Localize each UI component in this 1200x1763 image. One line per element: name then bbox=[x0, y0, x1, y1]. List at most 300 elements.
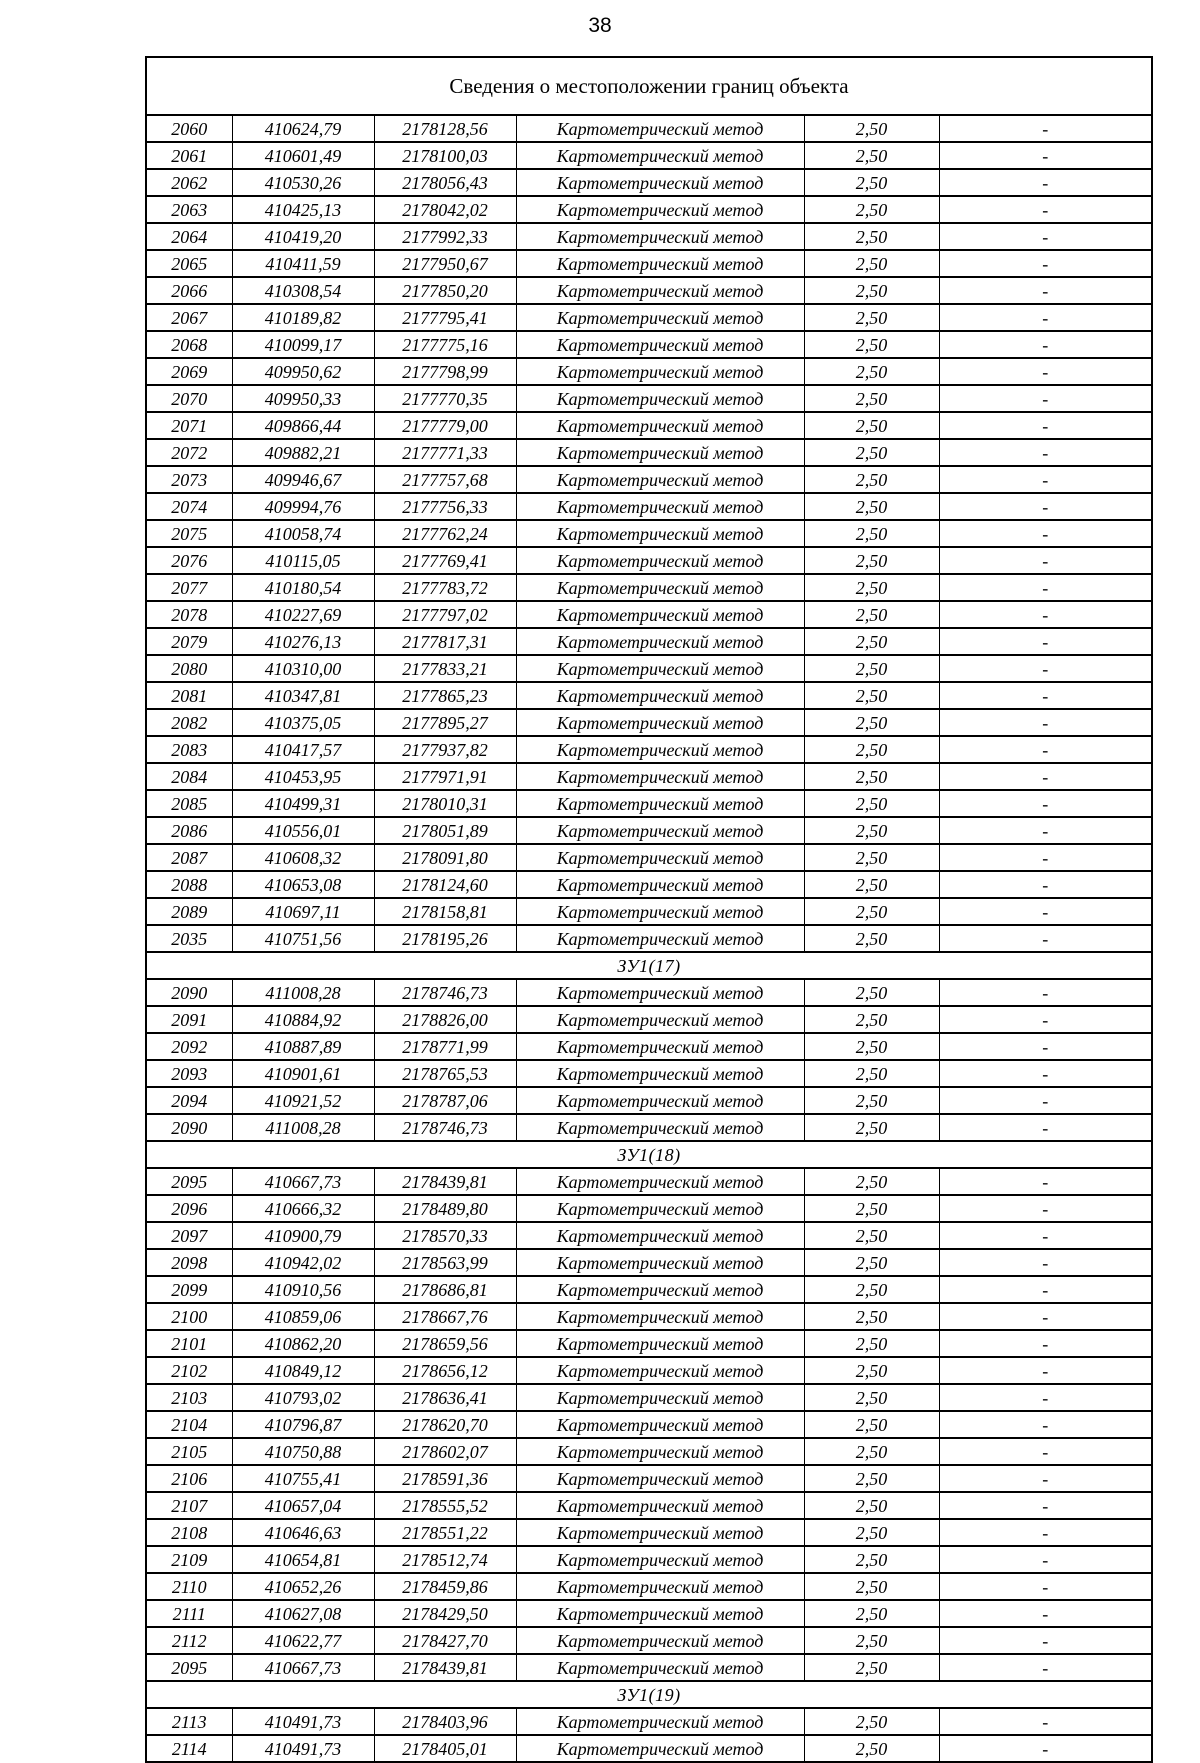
table-row bbox=[147, 493, 1151, 520]
point-number-cell: 2073 bbox=[147, 466, 232, 493]
method-cell: Картометрический метод bbox=[516, 574, 804, 601]
y-coordinate-cell: 2178429,50 bbox=[374, 1600, 516, 1627]
table-row bbox=[147, 1519, 1151, 1546]
point-number-cell: 2090 bbox=[147, 979, 232, 1006]
accuracy-cell: 2,50 bbox=[804, 1708, 939, 1735]
table-row bbox=[147, 736, 1151, 763]
accuracy-cell: 2,50 bbox=[804, 1060, 939, 1087]
point-number-cell: 2072 bbox=[147, 439, 232, 466]
accuracy-cell: 2,50 bbox=[804, 898, 939, 925]
point-number-cell: 2104 bbox=[147, 1411, 232, 1438]
note-cell: - bbox=[939, 1627, 1151, 1654]
accuracy-cell: 2,50 bbox=[804, 1303, 939, 1330]
accuracy-cell: 2,50 bbox=[804, 1573, 939, 1600]
x-coordinate-cell: 411008,28 bbox=[232, 1114, 374, 1141]
method-cell: Картометрический метод bbox=[516, 1222, 804, 1249]
accuracy-cell: 2,50 bbox=[804, 682, 939, 709]
note-cell: - bbox=[939, 385, 1151, 412]
y-coordinate-cell: 2178656,12 bbox=[374, 1357, 516, 1384]
note-cell: - bbox=[939, 1519, 1151, 1546]
point-number-cell: 2081 bbox=[147, 682, 232, 709]
note-cell: - bbox=[939, 1195, 1151, 1222]
table-row bbox=[147, 385, 1151, 412]
point-number-cell: 2094 bbox=[147, 1087, 232, 1114]
accuracy-cell: 2,50 bbox=[804, 1438, 939, 1465]
method-cell: Картометрический метод bbox=[516, 142, 804, 169]
y-coordinate-cell: 2178195,26 bbox=[374, 925, 516, 952]
method-cell: Картометрический метод bbox=[516, 304, 804, 331]
point-number-cell: 2065 bbox=[147, 250, 232, 277]
section-row bbox=[147, 1681, 1151, 1708]
method-cell: Картометрический метод bbox=[516, 169, 804, 196]
note-cell: - bbox=[939, 520, 1151, 547]
table-row bbox=[147, 196, 1151, 223]
accuracy-cell: 2,50 bbox=[804, 169, 939, 196]
method-cell: Картометрический метод bbox=[516, 547, 804, 574]
table-row bbox=[147, 142, 1151, 169]
method-cell: Картометрический метод bbox=[516, 493, 804, 520]
y-coordinate-cell: 2178686,81 bbox=[374, 1276, 516, 1303]
method-cell: Картометрический метод bbox=[516, 628, 804, 655]
note-cell: - bbox=[939, 844, 1151, 871]
point-number-cell: 2102 bbox=[147, 1357, 232, 1384]
y-coordinate-cell: 2178555,52 bbox=[374, 1492, 516, 1519]
x-coordinate-cell: 410417,57 bbox=[232, 736, 374, 763]
point-number-cell: 2111 bbox=[147, 1600, 232, 1627]
point-number-cell: 2069 bbox=[147, 358, 232, 385]
accuracy-cell: 2,50 bbox=[804, 116, 939, 142]
method-cell: Картометрический метод bbox=[516, 250, 804, 277]
x-coordinate-cell: 410884,92 bbox=[232, 1006, 374, 1033]
note-cell: - bbox=[939, 709, 1151, 736]
point-number-cell: 2095 bbox=[147, 1168, 232, 1195]
section-label: ЗУ1(19) bbox=[147, 1681, 1151, 1708]
accuracy-cell: 2,50 bbox=[804, 1330, 939, 1357]
note-cell: - bbox=[939, 412, 1151, 439]
method-cell: Картометрический метод bbox=[516, 871, 804, 898]
accuracy-cell: 2,50 bbox=[804, 142, 939, 169]
x-coordinate-cell: 410646,63 bbox=[232, 1519, 374, 1546]
point-number-cell: 2109 bbox=[147, 1546, 232, 1573]
accuracy-cell: 2,50 bbox=[804, 331, 939, 358]
note-cell: - bbox=[939, 223, 1151, 250]
table-row bbox=[147, 844, 1151, 871]
note-cell: - bbox=[939, 277, 1151, 304]
point-number-cell: 2096 bbox=[147, 1195, 232, 1222]
method-cell: Картометрический метод bbox=[516, 1600, 804, 1627]
accuracy-cell: 2,50 bbox=[804, 1168, 939, 1195]
point-number-cell: 2063 bbox=[147, 196, 232, 223]
note-cell: - bbox=[939, 925, 1151, 952]
point-number-cell: 2075 bbox=[147, 520, 232, 547]
table-row bbox=[147, 1492, 1151, 1519]
method-cell: Картометрический метод bbox=[516, 1627, 804, 1654]
point-number-cell: 2099 bbox=[147, 1276, 232, 1303]
y-coordinate-cell: 2178158,81 bbox=[374, 898, 516, 925]
note-cell: - bbox=[939, 1654, 1151, 1681]
method-cell: Картометрический метод bbox=[516, 682, 804, 709]
y-coordinate-cell: 2178051,89 bbox=[374, 817, 516, 844]
note-cell: - bbox=[939, 1546, 1151, 1573]
accuracy-cell: 2,50 bbox=[804, 1006, 939, 1033]
note-cell: - bbox=[939, 1060, 1151, 1087]
point-number-cell: 2087 bbox=[147, 844, 232, 871]
accuracy-cell: 2,50 bbox=[804, 385, 939, 412]
x-coordinate-cell: 410942,02 bbox=[232, 1249, 374, 1276]
y-coordinate-cell: 2178100,03 bbox=[374, 142, 516, 169]
table-row bbox=[147, 520, 1151, 547]
note-cell: - bbox=[939, 466, 1151, 493]
method-cell: Картометрический метод bbox=[516, 1735, 804, 1761]
method-cell: Картометрический метод bbox=[516, 817, 804, 844]
boundary-points-table bbox=[147, 116, 1151, 1761]
table-row bbox=[147, 1573, 1151, 1600]
note-cell: - bbox=[939, 1006, 1151, 1033]
x-coordinate-cell: 410347,81 bbox=[232, 682, 374, 709]
accuracy-cell: 2,50 bbox=[804, 763, 939, 790]
accuracy-cell: 2,50 bbox=[804, 601, 939, 628]
note-cell: - bbox=[939, 1249, 1151, 1276]
x-coordinate-cell: 410556,01 bbox=[232, 817, 374, 844]
method-cell: Картометрический метод bbox=[516, 1465, 804, 1492]
x-coordinate-cell: 411008,28 bbox=[232, 979, 374, 1006]
table-row bbox=[147, 547, 1151, 574]
note-cell: - bbox=[939, 898, 1151, 925]
table-row bbox=[147, 979, 1151, 1006]
y-coordinate-cell: 2178636,41 bbox=[374, 1384, 516, 1411]
method-cell: Картометрический метод bbox=[516, 1411, 804, 1438]
method-cell: Картометрический метод bbox=[516, 196, 804, 223]
method-cell: Картометрический метод bbox=[516, 1006, 804, 1033]
method-cell: Картометрический метод bbox=[516, 655, 804, 682]
table-row bbox=[147, 1438, 1151, 1465]
x-coordinate-cell: 410499,31 bbox=[232, 790, 374, 817]
table-row bbox=[147, 1654, 1151, 1681]
point-number-cell: 2078 bbox=[147, 601, 232, 628]
y-coordinate-cell: 2178771,99 bbox=[374, 1033, 516, 1060]
x-coordinate-cell: 410453,95 bbox=[232, 763, 374, 790]
point-number-cell: 2098 bbox=[147, 1249, 232, 1276]
x-coordinate-cell: 410189,82 bbox=[232, 304, 374, 331]
accuracy-cell: 2,50 bbox=[804, 871, 939, 898]
y-coordinate-cell: 2178459,86 bbox=[374, 1573, 516, 1600]
point-number-cell: 2112 bbox=[147, 1627, 232, 1654]
point-number-cell: 2095 bbox=[147, 1654, 232, 1681]
table-row bbox=[147, 1114, 1151, 1141]
y-coordinate-cell: 2177817,31 bbox=[374, 628, 516, 655]
x-coordinate-cell: 410755,41 bbox=[232, 1465, 374, 1492]
x-coordinate-cell: 410657,04 bbox=[232, 1492, 374, 1519]
table-row bbox=[147, 1330, 1151, 1357]
x-coordinate-cell: 409950,33 bbox=[232, 385, 374, 412]
point-number-cell: 2079 bbox=[147, 628, 232, 655]
note-cell: - bbox=[939, 1438, 1151, 1465]
y-coordinate-cell: 2178551,22 bbox=[374, 1519, 516, 1546]
accuracy-cell: 2,50 bbox=[804, 520, 939, 547]
x-coordinate-cell: 410601,49 bbox=[232, 142, 374, 169]
x-coordinate-cell: 410227,69 bbox=[232, 601, 374, 628]
section-row bbox=[147, 1141, 1151, 1168]
table-row bbox=[147, 628, 1151, 655]
method-cell: Картометрический метод bbox=[516, 1087, 804, 1114]
table-row bbox=[147, 1600, 1151, 1627]
note-cell: - bbox=[939, 1600, 1151, 1627]
point-number-cell: 2093 bbox=[147, 1060, 232, 1087]
method-cell: Картометрический метод bbox=[516, 790, 804, 817]
table-row bbox=[147, 1168, 1151, 1195]
method-cell: Картометрический метод bbox=[516, 520, 804, 547]
accuracy-cell: 2,50 bbox=[804, 1411, 939, 1438]
method-cell: Картометрический метод bbox=[516, 1438, 804, 1465]
table-row bbox=[147, 1384, 1151, 1411]
point-number-cell: 2077 bbox=[147, 574, 232, 601]
method-cell: Картометрический метод bbox=[516, 116, 804, 142]
point-number-cell: 2085 bbox=[147, 790, 232, 817]
y-coordinate-cell: 2177833,21 bbox=[374, 655, 516, 682]
x-coordinate-cell: 410375,05 bbox=[232, 709, 374, 736]
method-cell: Картометрический метод bbox=[516, 1492, 804, 1519]
y-coordinate-cell: 2177950,67 bbox=[374, 250, 516, 277]
accuracy-cell: 2,50 bbox=[804, 790, 939, 817]
y-coordinate-cell: 2177756,33 bbox=[374, 493, 516, 520]
y-coordinate-cell: 2178124,60 bbox=[374, 871, 516, 898]
accuracy-cell: 2,50 bbox=[804, 1600, 939, 1627]
y-coordinate-cell: 2178489,80 bbox=[374, 1195, 516, 1222]
y-coordinate-cell: 2177762,24 bbox=[374, 520, 516, 547]
y-coordinate-cell: 2177992,33 bbox=[374, 223, 516, 250]
accuracy-cell: 2,50 bbox=[804, 1735, 939, 1761]
accuracy-cell: 2,50 bbox=[804, 250, 939, 277]
table-row bbox=[147, 790, 1151, 817]
accuracy-cell: 2,50 bbox=[804, 1249, 939, 1276]
x-coordinate-cell: 410654,81 bbox=[232, 1546, 374, 1573]
method-cell: Картометрический метод bbox=[516, 1168, 804, 1195]
method-cell: Картометрический метод bbox=[516, 979, 804, 1006]
accuracy-cell: 2,50 bbox=[804, 1195, 939, 1222]
note-cell: - bbox=[939, 142, 1151, 169]
accuracy-cell: 2,50 bbox=[804, 1627, 939, 1654]
note-cell: - bbox=[939, 331, 1151, 358]
table-row bbox=[147, 763, 1151, 790]
y-coordinate-cell: 2178620,70 bbox=[374, 1411, 516, 1438]
note-cell: - bbox=[939, 1492, 1151, 1519]
method-cell: Картометрический метод bbox=[516, 898, 804, 925]
note-cell: - bbox=[939, 493, 1151, 520]
note-cell: - bbox=[939, 1303, 1151, 1330]
x-coordinate-cell: 410901,61 bbox=[232, 1060, 374, 1087]
x-coordinate-cell: 410887,89 bbox=[232, 1033, 374, 1060]
x-coordinate-cell: 410910,56 bbox=[232, 1276, 374, 1303]
x-coordinate-cell: 410099,17 bbox=[232, 331, 374, 358]
accuracy-cell: 2,50 bbox=[804, 1384, 939, 1411]
accuracy-cell: 2,50 bbox=[804, 1222, 939, 1249]
point-number-cell: 2106 bbox=[147, 1465, 232, 1492]
point-number-cell: 2076 bbox=[147, 547, 232, 574]
table-row bbox=[147, 871, 1151, 898]
section-label: ЗУ1(17) bbox=[147, 952, 1151, 979]
point-number-cell: 2074 bbox=[147, 493, 232, 520]
table-row bbox=[147, 169, 1151, 196]
x-coordinate-cell: 410849,12 bbox=[232, 1357, 374, 1384]
table-row bbox=[147, 574, 1151, 601]
method-cell: Картометрический метод bbox=[516, 844, 804, 871]
note-cell: - bbox=[939, 547, 1151, 574]
note-cell: - bbox=[939, 979, 1151, 1006]
point-number-cell: 2107 bbox=[147, 1492, 232, 1519]
note-cell: - bbox=[939, 1735, 1151, 1761]
x-coordinate-cell: 410796,87 bbox=[232, 1411, 374, 1438]
point-number-cell: 2080 bbox=[147, 655, 232, 682]
x-coordinate-cell: 409946,67 bbox=[232, 466, 374, 493]
method-cell: Картометрический метод bbox=[516, 1384, 804, 1411]
method-cell: Картометрический метод bbox=[516, 1519, 804, 1546]
point-number-cell: 2100 bbox=[147, 1303, 232, 1330]
x-coordinate-cell: 410751,56 bbox=[232, 925, 374, 952]
y-coordinate-cell: 2177775,16 bbox=[374, 331, 516, 358]
method-cell: Картометрический метод bbox=[516, 1276, 804, 1303]
point-number-cell: 2108 bbox=[147, 1519, 232, 1546]
x-coordinate-cell: 410859,06 bbox=[232, 1303, 374, 1330]
y-coordinate-cell: 2178602,07 bbox=[374, 1438, 516, 1465]
table-row bbox=[147, 331, 1151, 358]
accuracy-cell: 2,50 bbox=[804, 493, 939, 520]
note-cell: - bbox=[939, 116, 1151, 142]
y-coordinate-cell: 2178091,80 bbox=[374, 844, 516, 871]
table-row bbox=[147, 466, 1151, 493]
accuracy-cell: 2,50 bbox=[804, 1033, 939, 1060]
accuracy-cell: 2,50 bbox=[804, 1546, 939, 1573]
note-cell: - bbox=[939, 304, 1151, 331]
note-cell: - bbox=[939, 655, 1151, 682]
table-row bbox=[147, 1222, 1151, 1249]
x-coordinate-cell: 410667,73 bbox=[232, 1654, 374, 1681]
y-coordinate-cell: 2178826,00 bbox=[374, 1006, 516, 1033]
method-cell: Картометрический метод bbox=[516, 385, 804, 412]
point-number-cell: 2062 bbox=[147, 169, 232, 196]
y-coordinate-cell: 2177783,72 bbox=[374, 574, 516, 601]
table-row bbox=[147, 925, 1151, 952]
table-row bbox=[147, 1411, 1151, 1438]
accuracy-cell: 2,50 bbox=[804, 709, 939, 736]
method-cell: Картометрический метод bbox=[516, 358, 804, 385]
method-cell: Картометрический метод bbox=[516, 223, 804, 250]
note-cell: - bbox=[939, 250, 1151, 277]
note-cell: - bbox=[939, 817, 1151, 844]
table-row bbox=[147, 682, 1151, 709]
y-coordinate-cell: 2178403,96 bbox=[374, 1708, 516, 1735]
x-coordinate-cell: 409866,44 bbox=[232, 412, 374, 439]
table-row bbox=[147, 304, 1151, 331]
y-coordinate-cell: 2177895,27 bbox=[374, 709, 516, 736]
note-cell: - bbox=[939, 790, 1151, 817]
table-row bbox=[147, 1708, 1151, 1735]
x-coordinate-cell: 410530,26 bbox=[232, 169, 374, 196]
table-row bbox=[147, 250, 1151, 277]
accuracy-cell: 2,50 bbox=[804, 925, 939, 952]
method-cell: Картометрический метод bbox=[516, 1708, 804, 1735]
accuracy-cell: 2,50 bbox=[804, 979, 939, 1006]
y-coordinate-cell: 2178405,01 bbox=[374, 1735, 516, 1761]
point-number-cell: 2088 bbox=[147, 871, 232, 898]
point-number-cell: 2089 bbox=[147, 898, 232, 925]
y-coordinate-cell: 2178010,31 bbox=[374, 790, 516, 817]
point-number-cell: 2067 bbox=[147, 304, 232, 331]
y-coordinate-cell: 2178128,56 bbox=[374, 116, 516, 142]
y-coordinate-cell: 2178787,06 bbox=[374, 1087, 516, 1114]
note-cell: - bbox=[939, 736, 1151, 763]
accuracy-cell: 2,50 bbox=[804, 844, 939, 871]
y-coordinate-cell: 2177798,99 bbox=[374, 358, 516, 385]
y-coordinate-cell: 2177769,41 bbox=[374, 547, 516, 574]
x-coordinate-cell: 410058,74 bbox=[232, 520, 374, 547]
method-cell: Картометрический метод bbox=[516, 1330, 804, 1357]
table-row bbox=[147, 1303, 1151, 1330]
accuracy-cell: 2,50 bbox=[804, 196, 939, 223]
table-row bbox=[147, 817, 1151, 844]
y-coordinate-cell: 2177757,68 bbox=[374, 466, 516, 493]
y-coordinate-cell: 2177971,91 bbox=[374, 763, 516, 790]
table-title: Сведения о местоположении границ объекта bbox=[147, 58, 1151, 116]
point-number-cell: 2113 bbox=[147, 1708, 232, 1735]
method-cell: Картометрический метод bbox=[516, 1357, 804, 1384]
point-number-cell: 2068 bbox=[147, 331, 232, 358]
y-coordinate-cell: 2177850,20 bbox=[374, 277, 516, 304]
table-row bbox=[147, 898, 1151, 925]
x-coordinate-cell: 410793,02 bbox=[232, 1384, 374, 1411]
note-cell: - bbox=[939, 871, 1151, 898]
point-number-cell: 2090 bbox=[147, 1114, 232, 1141]
note-cell: - bbox=[939, 628, 1151, 655]
y-coordinate-cell: 2178512,74 bbox=[374, 1546, 516, 1573]
section-row bbox=[147, 952, 1151, 979]
note-cell: - bbox=[939, 763, 1151, 790]
x-coordinate-cell: 410624,79 bbox=[232, 116, 374, 142]
table-row bbox=[147, 277, 1151, 304]
table-row bbox=[147, 412, 1151, 439]
x-coordinate-cell: 410425,13 bbox=[232, 196, 374, 223]
method-cell: Картометрический метод bbox=[516, 331, 804, 358]
y-coordinate-cell: 2178746,73 bbox=[374, 1114, 516, 1141]
accuracy-cell: 2,50 bbox=[804, 466, 939, 493]
point-number-cell: 2091 bbox=[147, 1006, 232, 1033]
method-cell: Картометрический метод bbox=[516, 1546, 804, 1573]
y-coordinate-cell: 2177797,02 bbox=[374, 601, 516, 628]
accuracy-cell: 2,50 bbox=[804, 1492, 939, 1519]
method-cell: Картометрический метод bbox=[516, 601, 804, 628]
x-coordinate-cell: 410622,77 bbox=[232, 1627, 374, 1654]
accuracy-cell: 2,50 bbox=[804, 439, 939, 466]
note-cell: - bbox=[939, 1357, 1151, 1384]
point-number-cell: 2105 bbox=[147, 1438, 232, 1465]
point-number-cell: 2082 bbox=[147, 709, 232, 736]
y-coordinate-cell: 2178042,02 bbox=[374, 196, 516, 223]
note-cell: - bbox=[939, 601, 1151, 628]
x-coordinate-cell: 410308,54 bbox=[232, 277, 374, 304]
accuracy-cell: 2,50 bbox=[804, 223, 939, 250]
x-coordinate-cell: 410697,11 bbox=[232, 898, 374, 925]
method-cell: Картометрический метод bbox=[516, 925, 804, 952]
y-coordinate-cell: 2178667,76 bbox=[374, 1303, 516, 1330]
accuracy-cell: 2,50 bbox=[804, 655, 939, 682]
x-coordinate-cell: 409994,76 bbox=[232, 493, 374, 520]
method-cell: Картометрический метод bbox=[516, 763, 804, 790]
accuracy-cell: 2,50 bbox=[804, 817, 939, 844]
table-row bbox=[147, 1546, 1151, 1573]
x-coordinate-cell: 410666,32 bbox=[232, 1195, 374, 1222]
note-cell: - bbox=[939, 169, 1151, 196]
y-coordinate-cell: 2178563,99 bbox=[374, 1249, 516, 1276]
accuracy-cell: 2,50 bbox=[804, 547, 939, 574]
